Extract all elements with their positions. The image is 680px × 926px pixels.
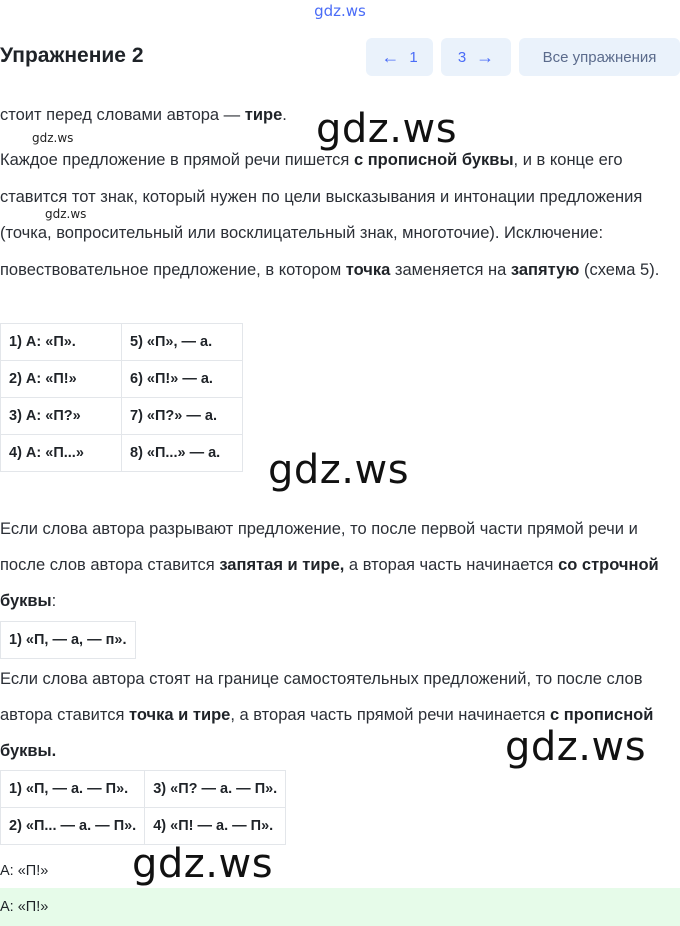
scheme-table-2	[0, 621, 136, 659]
bold-text: запятую	[510, 260, 580, 279]
table-cell: 5) «П», — а.	[122, 324, 243, 361]
next-exercise-label: 3	[457, 48, 467, 66]
table-cell: 6) «П!» — а.	[122, 361, 243, 398]
scheme-table-3	[0, 770, 286, 845]
table-cell: 4) «П! — а. — П».	[145, 808, 286, 845]
header	[0, 36, 680, 78]
prev-exercise-button[interactable]	[366, 38, 433, 76]
text: Если слова автора разрывают предложение, то после первой части прямой речи и после слов автора ставится	[0, 520, 638, 574]
table-cell: 1) А: «П».	[1, 324, 122, 361]
bold-text: точка	[345, 260, 391, 279]
text: (схема 5).	[579, 260, 660, 279]
watermark-large: gdz.ws	[268, 447, 410, 493]
text: стоит перед словами автора —	[0, 106, 245, 124]
table-cell: 4) А: «П...»	[1, 435, 122, 472]
table-row	[1, 361, 243, 398]
text: .	[282, 106, 287, 124]
watermark-large: gdz.ws	[505, 724, 647, 770]
table-row	[1, 435, 243, 472]
watermark-large: gdz.ws	[316, 106, 458, 152]
paragraph-2	[0, 142, 680, 288]
text: заменяется на	[390, 260, 511, 279]
text: Каждое предложение в прямой речи пишется	[0, 151, 354, 169]
bold-text: с прописной буквы.	[0, 706, 654, 760]
all-exercises-button[interactable]	[519, 38, 680, 76]
table-row	[1, 398, 243, 435]
text: Если слова автора стоят на границе самостоятельных предложений, то после слов автора ставится	[0, 670, 643, 724]
answer-text: А: «П!»	[0, 863, 49, 879]
table-cell: 3) «П? — а. — П».	[145, 771, 286, 808]
paragraph-3	[0, 511, 680, 619]
bold-text: со строчной буквы	[0, 556, 659, 610]
next-exercise-button[interactable]	[441, 38, 511, 76]
text: :	[51, 592, 57, 610]
table-cell: 7) «П?» — а.	[122, 398, 243, 435]
top-watermark: gdz.ws	[314, 2, 366, 20]
table-cell: 1) «П, — а, — п».	[1, 622, 136, 659]
table-row	[1, 808, 286, 845]
table-row	[1, 771, 286, 808]
answer-highlighted: А: «П!»	[0, 888, 680, 926]
table-cell: 2) А: «П!»	[1, 361, 122, 398]
table-cell: 1) «П, — а. — П».	[1, 771, 145, 808]
page-title: Упражнение 2	[0, 44, 144, 67]
table-cell: 8) «П...» — а.	[122, 435, 243, 472]
table-row	[1, 622, 136, 659]
watermark-large: gdz.ws	[132, 841, 274, 887]
scheme-table-1	[0, 323, 243, 472]
bold-text: точка и тире	[129, 706, 231, 724]
watermark-small: gdz.ws	[32, 131, 74, 145]
prev-exercise-label: 1	[409, 48, 418, 66]
table-row	[1, 324, 243, 361]
text: а вторая часть начинается	[344, 556, 559, 574]
table-cell: 3) А: «П?»	[1, 398, 122, 435]
arrow-right-icon: →	[476, 47, 495, 67]
bold-text: запятая и тире,	[219, 556, 345, 574]
table-cell: 2) «П... — а. — П».	[1, 808, 145, 845]
text: , и в конце его ставится тот знак, который нужен по цели высказывания и интонации предложения (точка, вопросительный или восклицательный знак, многоточие). Исключение: повествовательное предложение, в котором	[0, 151, 643, 279]
all-exercises-label: Все упражнения	[542, 48, 657, 66]
watermark-small: gdz.ws	[45, 207, 87, 221]
bold-text: тире	[244, 106, 283, 124]
arrow-left-icon: ←	[381, 47, 400, 67]
text: , а вторая часть прямой речи начинается	[230, 706, 551, 724]
bold-text: с прописной буквы	[353, 151, 514, 169]
